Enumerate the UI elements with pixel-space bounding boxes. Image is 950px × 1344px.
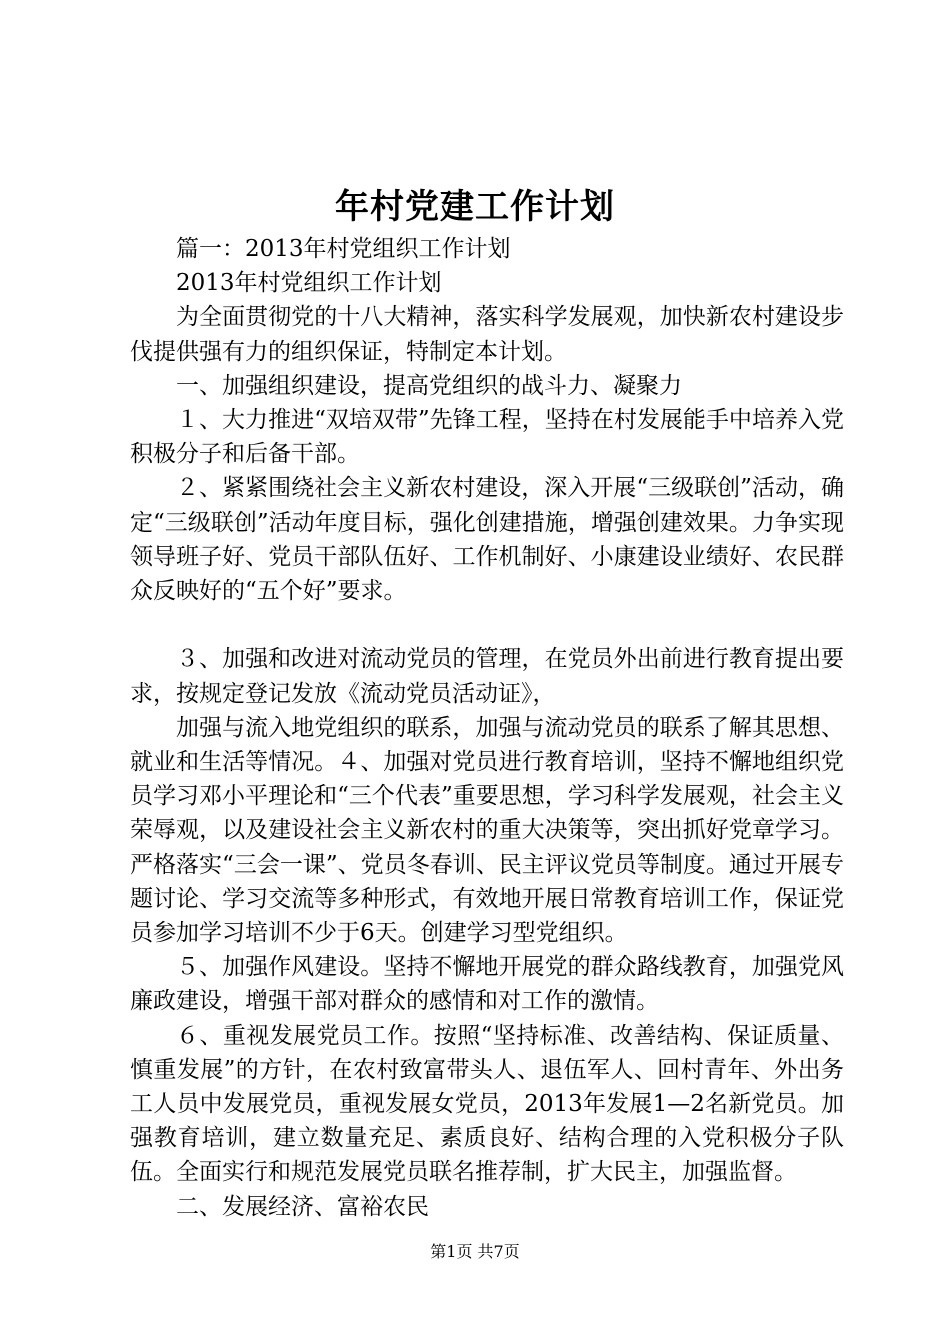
page-number-footer: 第1页 共7页	[430, 1242, 520, 1261]
document-body	[130, 232, 844, 1224]
paragraph: 加强与流入地党组织的联系，加强与流动党员的联系了解其思想、就业和生活等情况。４、加强对党员进行教育培训，坚持不懈地组织党员学习邓小平理论和“三个代表”重要思想，学习科学发展观，社会主义荣辱观，以及建设社会主义新农村的重大决策等，突出抓好党章学习。严格落实“三会一课”、党员冬春训、民主评议党员等制度。通过开展专题讨论、学习交流等多种形式，有效地开展日常教育培训工作，保证党员参加学习培训不少于6天。创建学习型党组织。	[130, 714, 844, 947]
paragraph: 为全面贯彻党的十八大精神，落实科学发展观，加快新农村建设步伐提供强有力的组织保证，特制定本计划。	[130, 304, 844, 365]
paragraph: ５、加强作风建设。坚持不懈地开展党的群众路线教育，加强党风廉政建设，增强干部对群众的感情和对工作的激情。	[130, 954, 844, 1015]
paragraph: 2013年村党组织工作计划	[176, 270, 442, 297]
document-title: 年村党建工作计划	[335, 187, 615, 227]
paragraph: 二、发展经济、富裕农民	[176, 1193, 429, 1220]
paragraph: ３、加强和改进对流动党员的管理，在党员外出前进行教育提出要求，按规定登记发放《流动党员活动证》，	[130, 646, 844, 707]
paragraph: 一、加强组织建设，提高党组织的战斗力、凝聚力	[176, 372, 682, 399]
paragraph: １、大力推进“双培双带”先锋工程，坚持在村发展能手中培养入党积极分子和后备干部。	[130, 407, 844, 468]
paragraph: 篇一：2013年村党组织工作计划	[176, 236, 511, 262]
blank-line	[130, 608, 844, 642]
paragraph: ２、紧紧围绕社会主义新农村建设，深入开展“三级联创”活动，确定“三级联创”活动年度目标，强化创建措施，增强创建效果。力争实现领导班子好、党员干部队伍好、工作机制好、小康建设业绩好、农民群众反映好的“五个好”要求。	[130, 475, 844, 605]
paragraph: ６、重视发展党员工作。按照“坚持标准、改善结构、保证质量、慎重发展”的方针，在农村致富带头人、退伍军人、回村青年、外出务工人员中发展党员，重视发展女党员，2013年发展1—2名新党员。加强教育培训，建立数量充足、素质良好、结构合理的入党积极分子队伍。全面实行和规范发展党员联名推荐制，扩大民主，加强监督。	[130, 1022, 844, 1186]
